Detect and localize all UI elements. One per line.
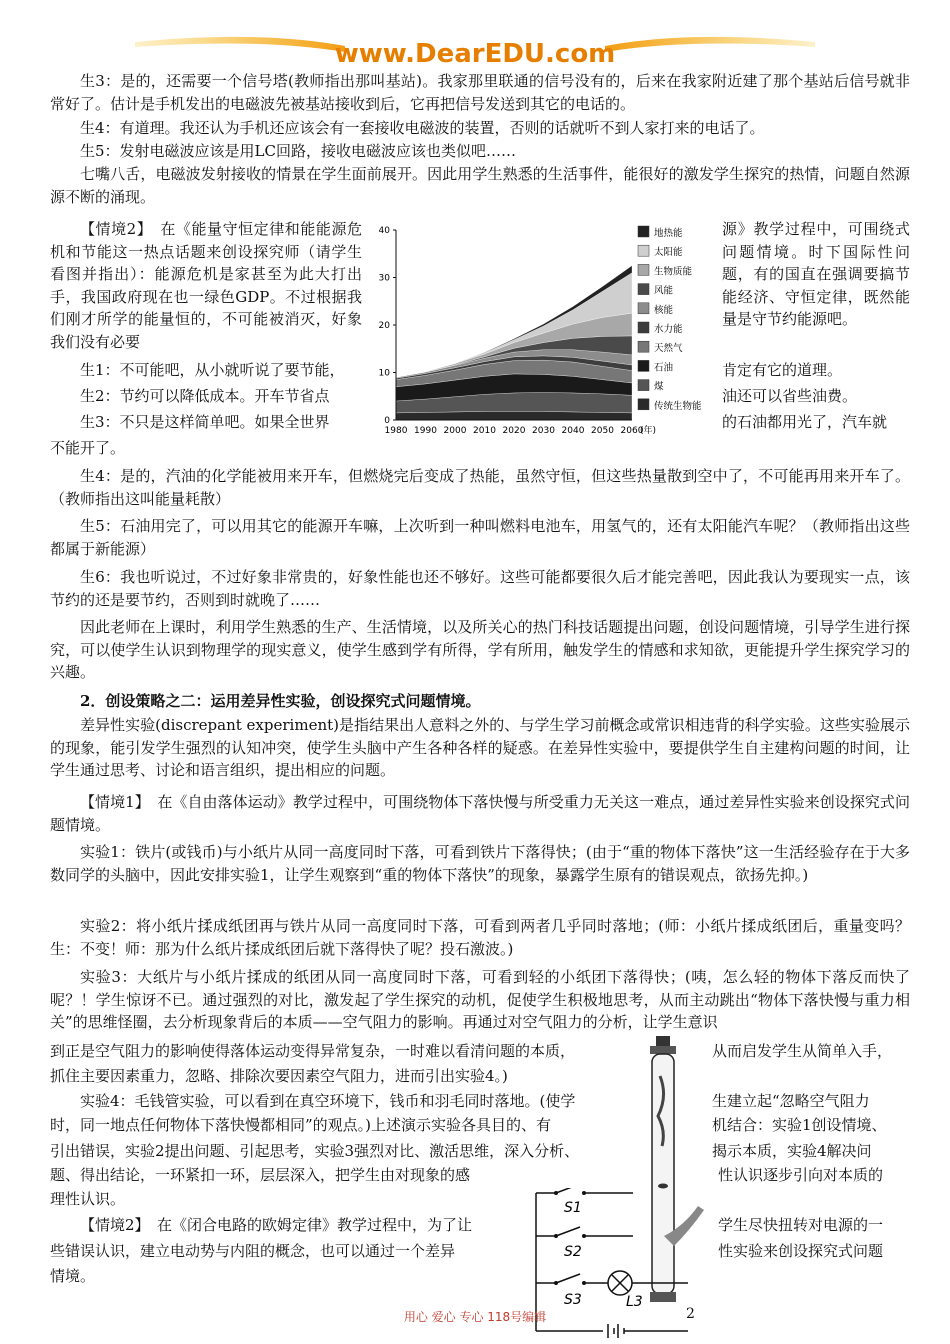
switch-s3 [556,1274,580,1283]
legend-label: 水力能 [654,324,683,335]
switch-label: S1 [564,1200,582,1216]
paragraph: 生4：有道理。我还认为手机还应该会有一套接收电磁波的装置，否则的话就听不到人家打来的电话了。 [80,119,765,137]
paragraph-left-column: 实验4：毛钱管实验，可以看到在真空环境下，钱币和羽毛同时落地。(使学 [80,1092,576,1110]
paragraph: 生4：是的，汽油的化学能被用来开车，但燃烧完后变成了热能，虽然守恒，但这些热量散到空中了，不可能再用来开车了。（教师指出这叫能量耗散） [50,467,910,508]
x-tick-label: 2000 [443,426,467,436]
legend-label: 传统生物能 [654,400,702,412]
paragraph-right-column: 性实验来创设探究式问题 [718,1242,884,1260]
x-axis-unit: (年) [639,426,657,436]
legend-swatch [638,303,649,314]
paragraph-left-column: 【情境2】 在《闭合电路的欧姆定律》教学过程中，为了让 [80,1216,473,1234]
paragraph: 七嘴八舌，电磁波发射接收的情景在学生面前展开。因此用学生熟悉的生活事件，能很好的激发学生探究的热情，问题自然源源不断的涌现。 [50,165,910,206]
legend-label: 生物质能 [654,266,693,278]
legend-label: 煤 [654,381,664,393]
x-tick-label: 2060 [620,426,644,436]
legend-swatch [638,226,649,237]
paragraph-right-column: 油还可以省些油费。 [722,387,858,405]
chart-plot-area [396,266,632,420]
legend-label: 风能 [654,285,674,297]
header-swoosh-right [605,37,815,52]
site-title: www.DearEDU.com [334,39,616,69]
paragraph-left-column: 生2：节约可以降低成本。开车节省点 [80,387,330,405]
switch-label: S3 [564,1292,582,1308]
y-tick-label: 0 [384,416,390,426]
legend-swatch [638,341,649,352]
legend-swatch [638,264,649,275]
legend-label: 地热能 [654,228,683,239]
x-tick-label: 2040 [561,426,585,436]
paragraph: 生5：石油用完了，可以用其它的能源开车嘛，上次听到一种叫燃料电池车，用氢气的，还有太阳能汽车呢？（教师指出这些都属于新能源） [50,517,910,558]
paragraph: 实验2：将小纸片揉成纸团再与铁片从同一高度同时下落，可看到两者几乎同时落地；(师：小纸片揉成纸团后，重量变吗？生：不变！师：那为什么纸片揉成纸团后就下落得快了呢？投石激波。) [50,917,910,958]
paragraph-left-column: 生3：不只是这样简单吧。如果全世界 [80,413,330,431]
paragraph-right-column: 性认识逐步引向对本质的 [718,1166,884,1184]
header-swoosh-left [135,37,345,52]
x-tick-label: 2030 [532,426,555,436]
paragraph-left-column: 到正是空气阻力的影响使得落体运动变得异常复杂，一时难以看清问题的本质， [50,1042,576,1060]
paragraph: 差异性实验(discrepant experiment)是指结果出人意料之外的、与学生学习前概念或常识相违背的科学实验。这些实验展示的现象，能引发学生强烈的认知冲突，使学生头脑中产生各种各样的疑惑。在差异性实验中，要提供学生自主建构问题的时间，让学生通过思考、讨论和语言组织，提出相应的问题。 [50,716,910,779]
section-heading: 2．创设策略之二：运用差异性实验，创设探究式问题情境。 [80,692,481,710]
paragraph: 因此老师在上课时，利用学生熟悉的生产、生活情境，以及所关心的热门科技话题提出问题，创设问题情境，引导学生进行探究，可以使学生认识到物理学的现实意义，使学生感到学有所得，学有所用，触发学生的情感和求知欲，更能提升学生探究学习的兴趣。 [50,618,910,681]
area-series-传统生物能 [396,411,632,420]
paragraph-left-column: 生1：不可能吧，从小就听说了要节能， [80,361,345,379]
paragraph: 生6：我也听说过，不过好象非常贵的，好象性能也还不够好。这些可能都要很久后才能完善吧，因此我认为要现实一点，该节约的还是要节约，否则到时就晚了…… [50,568,910,609]
paragraph-left-column: 【情境2】 在《能量守恒定律和能能源危机和节能这一热点话题来创设探究师（请学生看图并指出）：能源危机是家甚至为此大打出手，我国政府现在也一绿色GDP。不过根据我们刚才所学的能量恒的，不可能被消灭，好象我们没有必要 [50,220,362,351]
legend-label: 核能 [654,304,674,316]
y-tick-label: 20 [378,321,390,331]
legend-label: 天然气 [654,343,683,355]
energy-area-chart [370,220,715,440]
paragraph: 【情境1】 在《自由落体运动》教学过程中，可围绕物体下落快慢与所受重力无关这一难点，通过差异性实验来创设探究式问题情境。 [50,793,910,834]
legend-swatch [638,245,649,256]
paragraph-right-column: 生建立起“忽略空气阻力 [712,1092,870,1110]
paragraph: 生5：发射电磁波应该是用LC回路，接收电磁波应该也类似吧…… [80,142,516,160]
legend-swatch [638,360,649,371]
tube-cap [650,1046,676,1054]
x-tick-label: 2020 [502,426,526,436]
paragraph-left-column: 抓住主要因素重力，忽略、排除次要因素空气阻力，进而引出实验4。) [50,1067,508,1085]
chart-legend [638,226,702,412]
legend-label: 石油 [654,362,674,374]
paragraph-left-column: 些错误认识，建立电动势与内阻的概念，也可以通过一个差异 [50,1242,456,1260]
page-number: 2 [686,1306,695,1322]
x-tick-label: 1980 [384,426,408,436]
y-tick-label: 40 [378,226,390,236]
legend-swatch [638,380,649,391]
paragraph-continuation: 不能开了。 [50,439,126,457]
paragraph-right-column: 揭示本质，实验4解决问 [712,1142,872,1160]
paragraph-right-column: 的石油都用光了，汽车就 [722,413,888,431]
switch-s1 [556,1188,580,1193]
y-tick-label: 30 [378,273,390,284]
paragraph-left-column: 题、得出结论，一环紧扣一环，层层深入，把学生由对现象的感 [50,1166,471,1184]
paragraph: 实验1：铁片(或钱币)与小纸片从同一高度同时下落，可看到铁片下落得快；(由于“重的物体下落快”这一生活经验存在于大多数同学的头脑中，因此安排实验1，让学生观察到“重的物体下落快”的现象，暴露学生原有的错误观点，欲扬先抑。) [50,843,910,884]
paragraph-right-column: 源》教学过程中，可围绕式问题情境。时下国际性问题，有的国直在强调要搞节能经济、守恒定律，既然能量是守节约能源吧。 [722,220,910,328]
paragraph-right-column: 从而启发学生从简单入手， [712,1042,893,1060]
x-tick-label: 2050 [591,426,614,436]
legend-swatch [638,284,649,295]
lamp-label: L3 [626,1294,643,1310]
paragraph: 实验3：大纸片与小纸片揉成的纸团从同一高度同时下落，可看到轻的小纸团下落得快；(咦，怎么轻的物体下落反而快了呢？！学生惊讶不已。通过强烈的对比，激发起了学生探究的动机，促使学生积极地思考，从而主动跳出“物体下落快慢与重力相关”的思维怪圈，去分析现象背后的本质——空气阻力的影响。再通过对空气阻力的分析，让学生意识 [50,968,910,1031]
paragraph-left-column: 情境。 [50,1267,96,1285]
paragraph-left-column: 时，同一地点任何物体下落快慢都相同”的观点。)上述演示实验各具目的、有 [50,1116,552,1134]
paragraph-left-column: 引出错误，实验2提出问题、引起思考，实验3强烈对比、激活思维，深入分析、 [50,1142,580,1160]
page-footer: 用心 爱心 专心 118号编辑 [403,1310,547,1324]
legend-label: 太阳能 [654,247,683,259]
switch-label: S2 [564,1244,582,1260]
legend-swatch [638,399,649,410]
y-tick-label: 10 [378,368,390,379]
header-banner [0,0,950,70]
paragraph: 生3：是的，还需要一个信号塔(教师指出那叫基站)。我家那里联通的信号没有的，后来在我家附近建了那个基站后信号就非常好了。估计是手机发出的电磁波先被基站接收到后，它再把信号发送到其它的电话的。 [50,72,910,113]
paragraph-right-column: 肯定有它的道理。 [722,361,843,379]
paragraph-left-column: 理性认识。 [50,1190,126,1208]
x-tick-label: 2010 [473,426,496,436]
legend-swatch [638,322,649,333]
paragraph-right-column: 学生尽快扭转对电源的一 [718,1216,884,1234]
switch-s2 [556,1227,580,1236]
paragraph-right-column: 机结合：实验1创设情境、 [712,1116,887,1134]
x-tick-label: 1990 [414,426,437,436]
